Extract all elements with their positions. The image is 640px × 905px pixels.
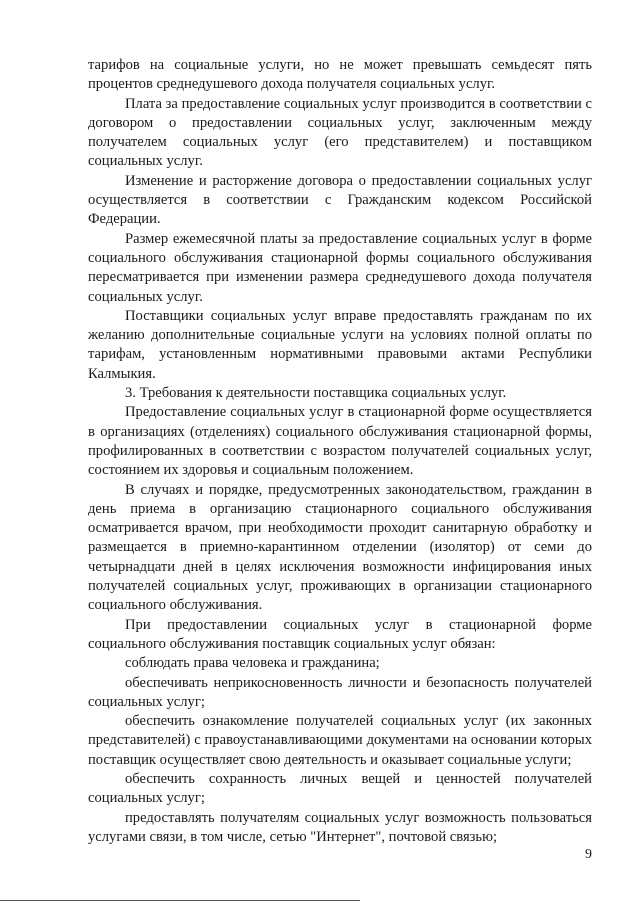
body-text xyxy=(88,56,592,847)
paragraph-9: При предоставлении социальных услуг в стационарной форме социального обслуживания поставщик социальных услуг обязан: xyxy=(88,616,592,652)
paragraph-3: Изменение и расторжение договора о предоставлении социальных услуг осуществляется в соответствии с Гражданским кодексом Российской Федерации. xyxy=(88,172,592,228)
paragraph-4: Размер ежемесячной платы за предоставление социальных услуг в форме социального обслуживания стационарной формы социального обслуживания пересматривается при изменении размера среднедушевого дохода получателя социальных услуг. xyxy=(88,230,592,305)
list-item-5: предоставлять получателям социальных услуг возможность пользоваться услугами связи, в том числе, сетью "Интернет", почтовой связью; xyxy=(88,809,592,845)
list-item-4: обеспечить сохранность личных вещей и ценностей получателей социальных услуг; xyxy=(88,770,592,807)
footer-rule xyxy=(0,900,360,901)
paragraph-8: В случаях и порядке, предусмотренных законодательством, гражданин в день приема в организацию стационарного социального обслуживания осматривается врачом, при необходимости проходит санитарную обработку и размещается в приемно-карантинном отделении (изолятор) от семи до четырнадцати дней в целях исключения возможности инфицирования иных получателей социальных услуг, проживающих в организации стационарного социального обслуживания. xyxy=(88,481,592,614)
paragraph-1: тарифов на социальные услуги, но не может превышать семьдесят пять процентов среднедушевого дохода получателя социальных услуг. xyxy=(88,57,592,93)
paragraph-2: Плата за предоставление социальных услуг производится в соответствии с договором о предоставлении социальных услуг, заключенным между получателем социальных услуг (его представителем) и поставщиком социальных услуг. xyxy=(88,95,592,170)
list-item-1: соблюдать права человека и гражданина; xyxy=(125,655,380,672)
paragraph-5: Поставщики социальных услуг вправе предоставлять гражданам по их желанию дополнительные социальные услуги на условиях полной оплаты по тарифам, установленным нормативными правовыми актами Республики Калмыкия. xyxy=(88,307,592,382)
list-item-3: обеспечить ознакомление получателей социальных услуг (их законных представителей) с правоустанавливающими документами на основании которых поставщик осуществляет свою деятельность и оказывает социальные услуги; xyxy=(88,713,592,768)
section-heading: 3. Требования к деятельности поставщика социальных услуг. xyxy=(125,385,507,402)
paragraph-7: Предоставление социальных услуг в стационарной форме осуществляется в организациях (отделениях) социального обслуживания стационарной формы, профилированных в соответствии с возрастом получателей социальных услуг, состоянием их здоровья и социальным положением. xyxy=(88,404,592,479)
list-item-2: обеспечивать неприкосновенность личности и безопасность получателей социальных услуг; xyxy=(88,674,592,710)
page-number: 9 xyxy=(585,847,592,862)
